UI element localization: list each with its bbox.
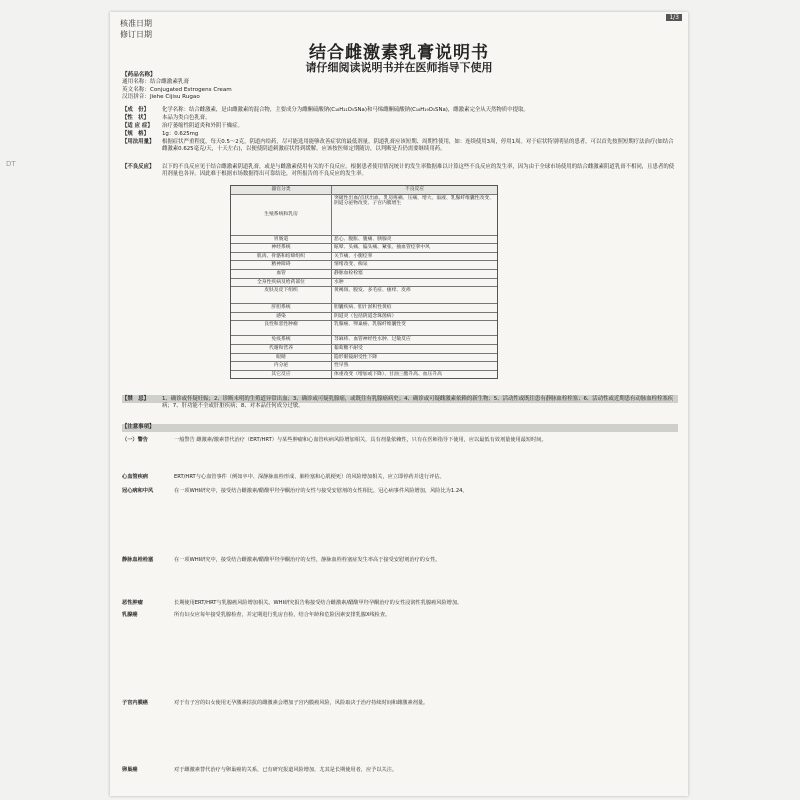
- table-row: [231, 320, 497, 335]
- section-text: 1、确诊或怀疑妊娠；2、诊断未明的生殖道异常出血；3、确诊或可疑乳腺癌，或既往有乳腺癌病史；4、确诊或可疑雌激素依赖的新生物；5、活动性或既往患有静脉血栓栓塞；6、活动性或近期患有动脉血栓栓塞疾病；7、肝功能不全或肝脏疾病；8、对本品任何成分过敏。: [162, 396, 674, 410]
- table-cell: 静脉血栓栓塞: [334, 270, 363, 276]
- meta-block: [120, 18, 152, 40]
- table-cell: 关节痛、小腿痉挛: [334, 253, 373, 259]
- table-cell: 良性和恶性肿瘤: [231, 321, 332, 335]
- table-row: [231, 370, 497, 379]
- table-row: [231, 303, 497, 312]
- table-cell: 眩晕、头痛、偏头痛、紧张、抽血管痉挛中风: [334, 245, 430, 251]
- section-text: 根据症状严重程度，每天0.5～2克，阴道内给药，尽可能选用能够改善症状的最低剂量。阴道乳膏应该短期、周期性使用，如：连续使用3周，停用1周。对于症状特别明显的患者，可以首先按照短期疗法治疗(如结合雌激素0.625毫克/天，十天左右)，以便使阴道刺激症状得到缓解。应该按医师定期随访，以判断是否仍需要继续用药。: [162, 139, 674, 153]
- table-row: [231, 286, 497, 303]
- table-row: [231, 235, 497, 244]
- section-label: 【成 份】: [122, 107, 149, 113]
- subsection-text: 对于有子宫的妇女使用无孕激素拮抗的雌激素会增加子宫内膜癌风险，风险取决于治疗持续时间和雌激素剂量。: [174, 700, 429, 706]
- table-cell: 血管: [231, 270, 332, 278]
- table-row: [231, 260, 497, 269]
- table-row: [231, 278, 497, 287]
- table-cell: 情绪改变、痴呆: [334, 262, 368, 268]
- table-cell: 隐形眼镜耐受性下降: [334, 354, 378, 360]
- subsection-label: 子宫内膜癌: [122, 700, 148, 706]
- subsection-text: ERT/HRT与心血管事件（例如卒中、深静脉血栓形成、肺栓塞和心肌梗死）的风险增加相关，应立即停药并进行评估。: [174, 474, 445, 480]
- table-cell: 胃肠道: [231, 236, 332, 244]
- adverse-table: [230, 185, 498, 379]
- table-cell: 肝胆系统: [231, 304, 332, 312]
- table-header-row: [231, 186, 497, 194]
- document-sheet: [110, 12, 688, 796]
- subsection-label: 卵巢癌: [122, 767, 138, 773]
- table-cell: 眼睛: [231, 354, 332, 362]
- table-cell: 皮肤及皮下组织: [231, 287, 332, 303]
- table-cell: 恶心、腹胀、腹痛、胰腺炎: [334, 236, 392, 242]
- page-number: 1/3: [666, 14, 682, 21]
- section-text: 以下的不良反应见于结合雌激素阴道乳膏，或是与雌激素使用有关的不良反应。根据患者使用情况统计的发生率数据难以计算这些不良反应的发生率，因为由于全球市场使用的结合雌激素阴道乳膏不相同，且患者的使用剂量也各异。因此难于根据市场数据得出可靠结论，对所报告的不良反应的发生率。: [162, 164, 675, 178]
- table-row: [231, 361, 497, 370]
- table-row: [231, 335, 497, 344]
- table-header: 器官分类: [231, 186, 332, 194]
- section-label: 【禁 忌】: [122, 396, 149, 402]
- subsection-text: 所有妇女应每年接受乳腺检查，并定期进行乳房自检，结合年龄和危险因素安排乳腺X线检查。: [174, 612, 391, 618]
- approval-date: 核准日期: [120, 19, 152, 28]
- table-cell: 内分泌: [231, 362, 332, 370]
- warning-label: （一）警告: [122, 437, 148, 443]
- pinyin-name: 汉语拼音：Jiehe Cijisu Rugao: [122, 94, 200, 101]
- table-cell: 葡萄糖不耐受: [334, 345, 363, 351]
- section-text: 本品为类白色乳膏。: [162, 115, 211, 121]
- divider-bar: [122, 424, 678, 432]
- section-text: 1g：0.625mg: [162, 131, 199, 137]
- english-name: 英文名称：Conjugated Estrogens Cream: [122, 86, 232, 93]
- edge-mark: DT: [6, 160, 16, 168]
- table-cell: 其它反应: [231, 371, 332, 379]
- table-cell: 黄褐斑、脱发、多毛症、瘙痒、皮疹: [334, 288, 411, 294]
- table-cell: 阴道炎（包括阴道念珠菌病）: [334, 313, 397, 319]
- table-cell: 性早熟: [334, 363, 349, 369]
- section-label: 【不良反应】: [122, 164, 155, 170]
- section-label: 【规 格】: [122, 131, 149, 137]
- table-row: [231, 344, 497, 353]
- section-label: 【性 状】: [122, 115, 149, 121]
- subsection-text: 对于雌激素替代治疗与卵巢癌的关系，已有研究报道风险增加，尤其是长期使用者，应予以关注。: [174, 767, 398, 773]
- table-cell: 肌肉、骨骼和结缔组织: [231, 253, 332, 261]
- subsection-text: 在一项WHI研究中，接受结合雌激素/醋酸甲羟孕酮治疗的女性与接受安慰剂的女性相比，冠心病事件风险增加，风险比为1.24。: [174, 488, 468, 494]
- table-cell: 水肿: [334, 279, 344, 285]
- table-cell: 突破性出血/点状出血、乳房疼痛、压痛、增大、溢液、乳腺纤维囊性改变、阴道分泌物改变、子宫内膜增生: [334, 195, 494, 207]
- subsection-label: 恶性肿瘤: [122, 600, 143, 606]
- table-cell: 生殖系统和乳房: [231, 195, 332, 235]
- table-cell: 乳腺癌、卵巢癌、乳腺纤维囊性变: [334, 322, 406, 328]
- page-subtitle: 请仔细阅读说明书并在医师指导下使用: [305, 61, 493, 74]
- table-cell: 神经系统: [231, 244, 332, 252]
- table-row: [231, 243, 497, 252]
- table-cell: 免疫系统: [231, 336, 332, 344]
- table-row: [231, 269, 497, 278]
- subsection-label: 冠心病和中风: [122, 488, 154, 494]
- table-header: 不良反应: [404, 187, 425, 192]
- warning-text: 一般警告 雌激素/激素替代治疗（ERT/HRT）与某些肿瘤和心血管疾病风险增加相关，具有剂量依赖性，只有在医师指导下使用，应以最低有效剂量使用最短时间。: [174, 437, 547, 443]
- section-label: 【注意事项】: [122, 424, 155, 430]
- table-cell: 全身性疾病及给药部位: [231, 279, 332, 287]
- table-row: [231, 353, 497, 362]
- section-label: 【适 应 症】: [122, 123, 153, 129]
- subsection-text: 在一项WHI研究中，接受结合雌激素/醋酸甲羟孕酮治疗的女性，静脉血栓栓塞症发生率高于接受安慰剂治疗的女性。: [174, 557, 441, 563]
- subsection-label: 心血管疾病: [122, 474, 148, 480]
- table-row: [231, 312, 497, 321]
- table-cell: 荨麻疹、血管神经性水肿、过敏反应: [334, 337, 411, 343]
- section-text: 化学名称：结合雌激素，是由雌激素的混合物，主要成分为雌酮硫酸钠(C₁₈H₂₁O₅SNa)和马烯雌酮硫酸钠(C₁₈H₁₉O₅SNa)，雌激素完全从天然物质中提取。: [162, 107, 529, 113]
- table-cell: 代谢和营养: [231, 345, 332, 353]
- section-label: 【用法用量】: [122, 139, 155, 145]
- table-cell: 精神障碍: [231, 261, 332, 269]
- page-title: 结合雌激素乳膏说明书: [309, 43, 489, 63]
- table-cell: 感染: [231, 313, 332, 321]
- subsection-label: 静脉血栓栓塞: [122, 557, 154, 563]
- generic-name: 通用名称：结合雌激素乳膏: [122, 79, 190, 86]
- revision-date: 修订日期: [120, 30, 152, 39]
- drug-info-header: 【药品名称】: [122, 72, 156, 78]
- table-cell: 体重改变（增加或下降）、甘油三酯升高、血压升高: [334, 371, 442, 377]
- table-row: [231, 252, 497, 261]
- drug-info: [122, 72, 232, 102]
- section-text: 治疗萎缩性阴道炎和外阴干燥症。: [162, 123, 243, 129]
- table-row: [231, 194, 497, 235]
- subsection-label: 乳腺癌: [122, 612, 138, 618]
- table-cell: 胆囊疾病、胆汁淤积性黄疸: [334, 305, 392, 311]
- subsection-text: 长期使用ERT/HRT与乳腺癌风险增加相关。WHI研究报告称接受结合雌激素/醋酸甲羟孕酮治疗的女性浸润性乳腺癌风险增加。: [174, 600, 463, 606]
